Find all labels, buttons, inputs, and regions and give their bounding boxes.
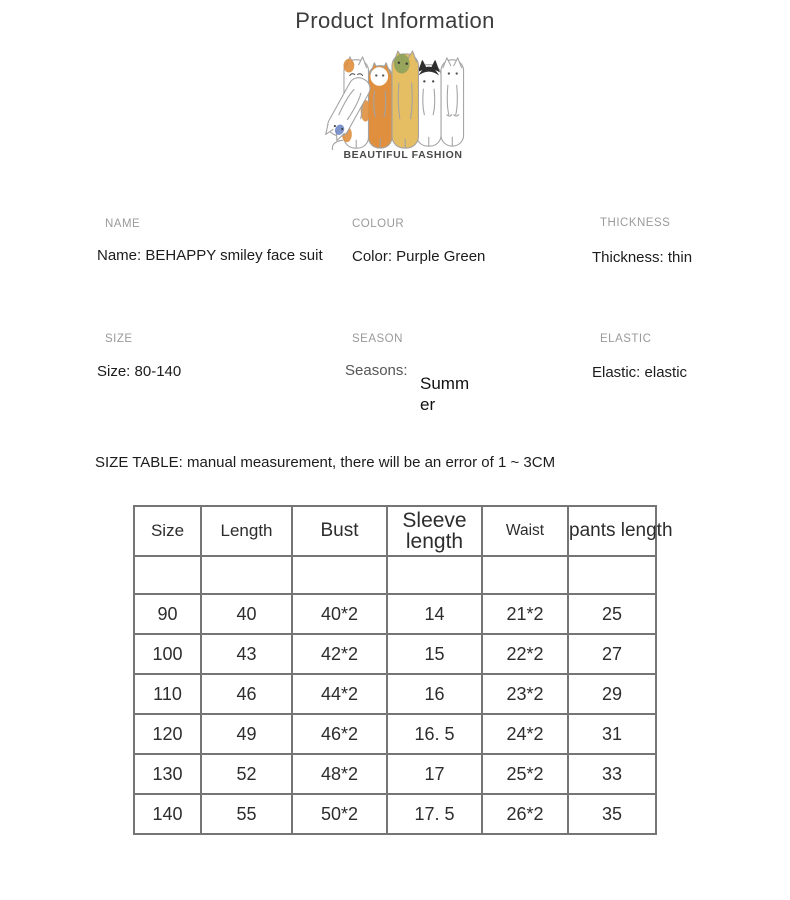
cat-orange bbox=[368, 63, 392, 148]
table-cell: 16 bbox=[387, 674, 482, 714]
size-table-header-row bbox=[134, 506, 656, 556]
season-label: SEASON bbox=[352, 333, 403, 345]
table-cell: 35 bbox=[568, 794, 656, 834]
table-cell: 48*2 bbox=[292, 754, 387, 794]
spacer-cell bbox=[568, 556, 656, 594]
table-cell: 14 bbox=[387, 594, 482, 634]
size-table-section bbox=[133, 505, 673, 835]
table-row bbox=[134, 674, 656, 714]
column-header: Length bbox=[201, 506, 292, 556]
table-cell: 49 bbox=[201, 714, 292, 754]
spacer-cell bbox=[387, 556, 482, 594]
table-cell: 40 bbox=[201, 594, 292, 634]
thickness-value: Thickness: thin bbox=[592, 249, 693, 266]
table-cell: 130 bbox=[134, 754, 201, 794]
table-cell: 55 bbox=[201, 794, 292, 834]
table-cell: 17. 5 bbox=[387, 794, 482, 834]
spacer-cell bbox=[292, 556, 387, 594]
size-value: Size: 80-140 bbox=[97, 363, 182, 380]
cat-black-cap bbox=[417, 61, 442, 146]
cats-illustration-svg bbox=[318, 50, 466, 150]
table-cell: 50*2 bbox=[292, 794, 387, 834]
colour-value: Color: Purple Green bbox=[352, 248, 486, 265]
size-table bbox=[133, 505, 673, 835]
table-row bbox=[134, 714, 656, 754]
size-table-body bbox=[134, 594, 656, 834]
table-cell: 16. 5 bbox=[387, 714, 482, 754]
table-cell: 120 bbox=[134, 714, 201, 754]
name-label: NAME bbox=[105, 218, 141, 230]
elastic-label: ELASTIC bbox=[600, 333, 652, 345]
table-cell: 46*2 bbox=[292, 714, 387, 754]
table-cell: 90 bbox=[134, 594, 201, 634]
column-header: Sleeve length bbox=[387, 506, 482, 556]
table-row bbox=[134, 754, 656, 794]
table-row bbox=[134, 634, 656, 674]
table-cell: 17 bbox=[387, 754, 482, 794]
column-header: Size bbox=[134, 506, 201, 556]
table-cell: 21*2 bbox=[482, 594, 568, 634]
table-row bbox=[134, 794, 656, 834]
table-cell: 44*2 bbox=[292, 674, 387, 714]
table-cell: 42*2 bbox=[292, 634, 387, 674]
spacer-cell bbox=[482, 556, 568, 594]
spacer-cell bbox=[201, 556, 292, 594]
season-value: Summer bbox=[420, 374, 470, 415]
table-cell: 29 bbox=[568, 674, 656, 714]
table-cell: 25 bbox=[568, 594, 656, 634]
table-cell: 33 bbox=[568, 754, 656, 794]
table-cell: 15 bbox=[387, 634, 482, 674]
colour-label: COLOUR bbox=[352, 218, 405, 230]
page-title: Product Information bbox=[295, 8, 495, 33]
cat-yellow bbox=[392, 51, 418, 148]
spacer-cell bbox=[134, 556, 201, 594]
column-header: pants length bbox=[568, 506, 656, 556]
table-cell: 23*2 bbox=[482, 674, 568, 714]
brand-caption: BEAUTIFUL FASHION bbox=[343, 149, 463, 161]
table-cell: 52 bbox=[201, 754, 292, 794]
table-cell: 110 bbox=[134, 674, 201, 714]
size-table-note: SIZE TABLE: manual measurement, there will be an error of 1 ~ 3CM bbox=[95, 454, 556, 471]
table-cell: 25*2 bbox=[482, 754, 568, 794]
cats-illustration bbox=[318, 50, 466, 150]
table-cell: 27 bbox=[568, 634, 656, 674]
table-cell: 43 bbox=[201, 634, 292, 674]
size-label: SIZE bbox=[105, 333, 133, 345]
table-cell: 31 bbox=[568, 714, 656, 754]
table-cell: 22*2 bbox=[482, 634, 568, 674]
thickness-label: THICKNESS bbox=[600, 217, 671, 229]
table-cell: 40*2 bbox=[292, 594, 387, 634]
table-cell: 140 bbox=[134, 794, 201, 834]
table-row bbox=[134, 594, 656, 634]
name-value: Name: BEHAPPY smiley face suit bbox=[97, 247, 323, 264]
size-table-spacer-row bbox=[134, 556, 656, 594]
table-cell: 46 bbox=[201, 674, 292, 714]
table-cell: 26*2 bbox=[482, 794, 568, 834]
table-cell: 24*2 bbox=[482, 714, 568, 754]
elastic-value: Elastic: elastic bbox=[592, 364, 688, 381]
cat-white-right bbox=[441, 58, 464, 146]
season-value-prefix: Seasons: bbox=[345, 362, 408, 379]
table-cell: 100 bbox=[134, 634, 201, 674]
column-header: Waist bbox=[482, 506, 568, 556]
column-header: Bust bbox=[292, 506, 387, 556]
